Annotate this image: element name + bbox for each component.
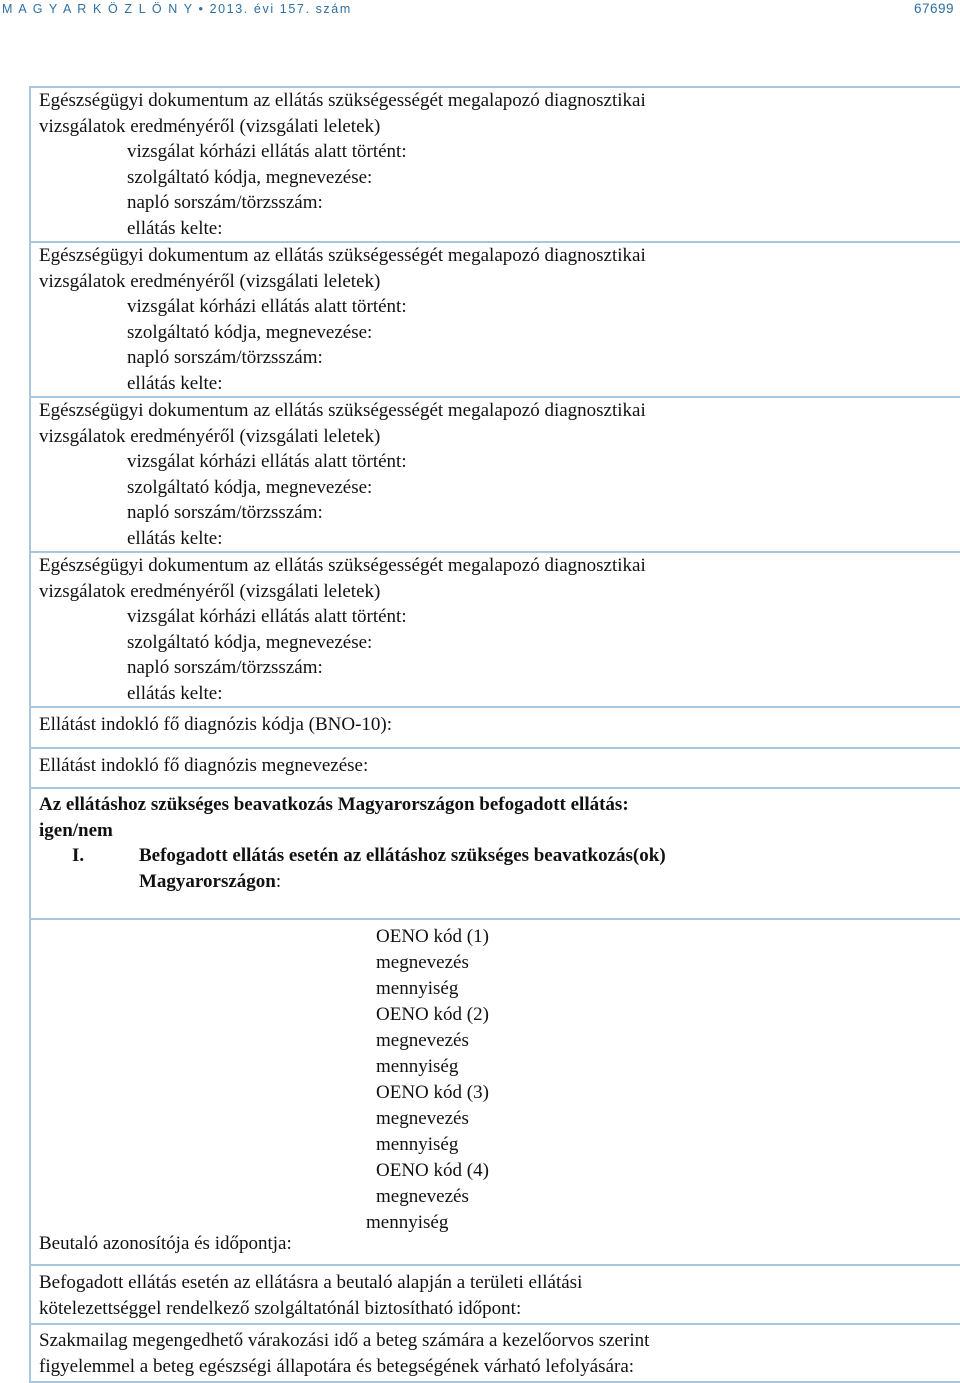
doc-field-date: ellátás kelte: bbox=[127, 527, 223, 549]
oeno-code-4: OENO kód (4) bbox=[376, 1160, 489, 1181]
oeno-name-4: megnevezés bbox=[376, 1186, 469, 1207]
oeno-name-2: megnevezés bbox=[376, 1030, 469, 1051]
doc-field-provider: szolgáltató kódja, megnevezése: bbox=[127, 476, 373, 498]
doc-field-hospital: vizsgálat kórházi ellátás alatt történt: bbox=[127, 606, 407, 627]
waiting-time-row bbox=[31, 1325, 960, 1383]
intervention-question: Az ellátáshoz szükséges beavatkozás Magyarországon befogadott ellátás: bbox=[39, 794, 629, 815]
doc-field-hospital: vizsgálat kórházi ellátás alatt történt: bbox=[127, 141, 407, 162]
doc-field-date: ellátás kelte: bbox=[127, 682, 223, 704]
doc-title-line1: Egészségügyi dokumentum az ellátás szükségességét megalapozó diagnosztikai bbox=[39, 245, 646, 266]
doc-field-date: ellátás kelte: bbox=[127, 217, 223, 239]
section-line2-rest: : bbox=[275, 870, 282, 892]
doc-field-date: ellátás kelte: bbox=[127, 372, 223, 394]
intervention-answer-options: igen/nem bbox=[39, 819, 113, 841]
doc-section-1 bbox=[31, 88, 960, 243]
oeno-code-3: OENO kód (3) bbox=[376, 1082, 489, 1103]
doc-title-line1: Egészségügyi dokumentum az ellátás szükségességét megalapozó diagnosztikai bbox=[39, 555, 646, 576]
section-number: I. bbox=[72, 845, 85, 866]
doc-field-hospital: vizsgálat kórházi ellátás alatt történt: bbox=[127, 451, 407, 472]
doc-title-line1: Egészségügyi dokumentum az ellátás szükségességét megalapozó diagnosztikai bbox=[39, 90, 646, 111]
doc-field-log-number: napló sorszám/törzsszám: bbox=[127, 192, 323, 213]
territorial-row bbox=[31, 1266, 960, 1325]
section-i-heading bbox=[39, 843, 960, 894]
doc-section-2 bbox=[31, 243, 960, 398]
oeno-qty-2: mennyiség bbox=[376, 1056, 459, 1077]
diagnosis-name-row bbox=[31, 749, 960, 790]
doc-field-log-number: napló sorszám/törzsszám: bbox=[127, 502, 323, 523]
oeno-qty-4: mennyiség bbox=[366, 1212, 449, 1233]
oeno-code-1: OENO kód (1) bbox=[376, 926, 489, 947]
oeno-qty-3: mennyiség bbox=[376, 1134, 459, 1155]
doc-field-hospital: vizsgálat kórházi ellátás alatt történt: bbox=[127, 296, 407, 317]
referral-label: Beutaló azonosítója és időpontja: bbox=[39, 1232, 292, 1254]
form-table bbox=[29, 86, 960, 1383]
section-line1: Befogadott ellátás esetén az ellátáshoz szükséges beavatkozás(ok) bbox=[139, 845, 666, 866]
oeno-name-3: megnevezés bbox=[376, 1108, 469, 1129]
doc-section-3 bbox=[31, 398, 960, 553]
territorial-line2: kötelezettséggel rendelkező szolgáltatónál biztosítható időpont: bbox=[39, 1297, 522, 1319]
territorial-line1: Befogadott ellátás esetén az ellátásra a beutaló alapján a területi ellátási bbox=[39, 1272, 583, 1293]
doc-section-4 bbox=[31, 553, 960, 708]
section-line2 bbox=[139, 869, 666, 895]
diagnosis-code-row bbox=[31, 708, 960, 749]
section-text bbox=[139, 843, 666, 894]
doc-field-provider: szolgáltató kódja, megnevezése: bbox=[127, 631, 373, 653]
doc-title-line2: vizsgálatok eredményéről (vizsgálati leletek) bbox=[39, 270, 381, 292]
diagnosis-code-label: Ellátást indokló fő diagnózis kódja (BNO-10): bbox=[39, 714, 393, 735]
diagnosis-name-label: Ellátást indokló fő diagnózis megnevezése: bbox=[39, 754, 369, 776]
doc-field-provider: szolgáltató kódja, megnevezése: bbox=[127, 321, 373, 343]
doc-title-line2: vizsgálatok eredményéről (vizsgálati leletek) bbox=[39, 425, 381, 447]
intervention-row bbox=[31, 789, 960, 920]
doc-field-log-number: napló sorszám/törzsszám: bbox=[127, 347, 323, 368]
doc-title-line2: vizsgálatok eredményéről (vizsgálati leletek) bbox=[39, 580, 381, 602]
oeno-list bbox=[366, 924, 489, 1236]
page-number: 67699 bbox=[913, 1, 954, 16]
doc-field-provider: szolgáltató kódja, megnevezése: bbox=[127, 166, 373, 188]
doc-title-line1: Egészségügyi dokumentum az ellátás szükségességét megalapozó diagnosztikai bbox=[39, 400, 646, 421]
journal-title: M A G Y A R K Ö Z L Ö N Y • 2013. évi 157. szám bbox=[2, 2, 352, 16]
oeno-qty-1: mennyiség bbox=[376, 978, 459, 999]
doc-title-line2: vizsgálatok eredményéről (vizsgálati leletek) bbox=[39, 115, 381, 137]
section-line2-bold: Magyarországon bbox=[139, 870, 276, 892]
waiting-line1: Szakmailag megengedhető várakozási idő a beteg számára a kezelőorvos szerint bbox=[39, 1330, 650, 1351]
oeno-name-1: megnevezés bbox=[376, 952, 469, 973]
waiting-line2: figyelemmel a beteg egészségi állapotára és betegségének várható lefolyására: bbox=[39, 1355, 635, 1377]
page-header bbox=[0, 0, 960, 18]
oeno-row bbox=[31, 920, 960, 1266]
oeno-code-2: OENO kód (2) bbox=[376, 1004, 489, 1025]
doc-field-log-number: napló sorszám/törzsszám: bbox=[127, 657, 323, 678]
